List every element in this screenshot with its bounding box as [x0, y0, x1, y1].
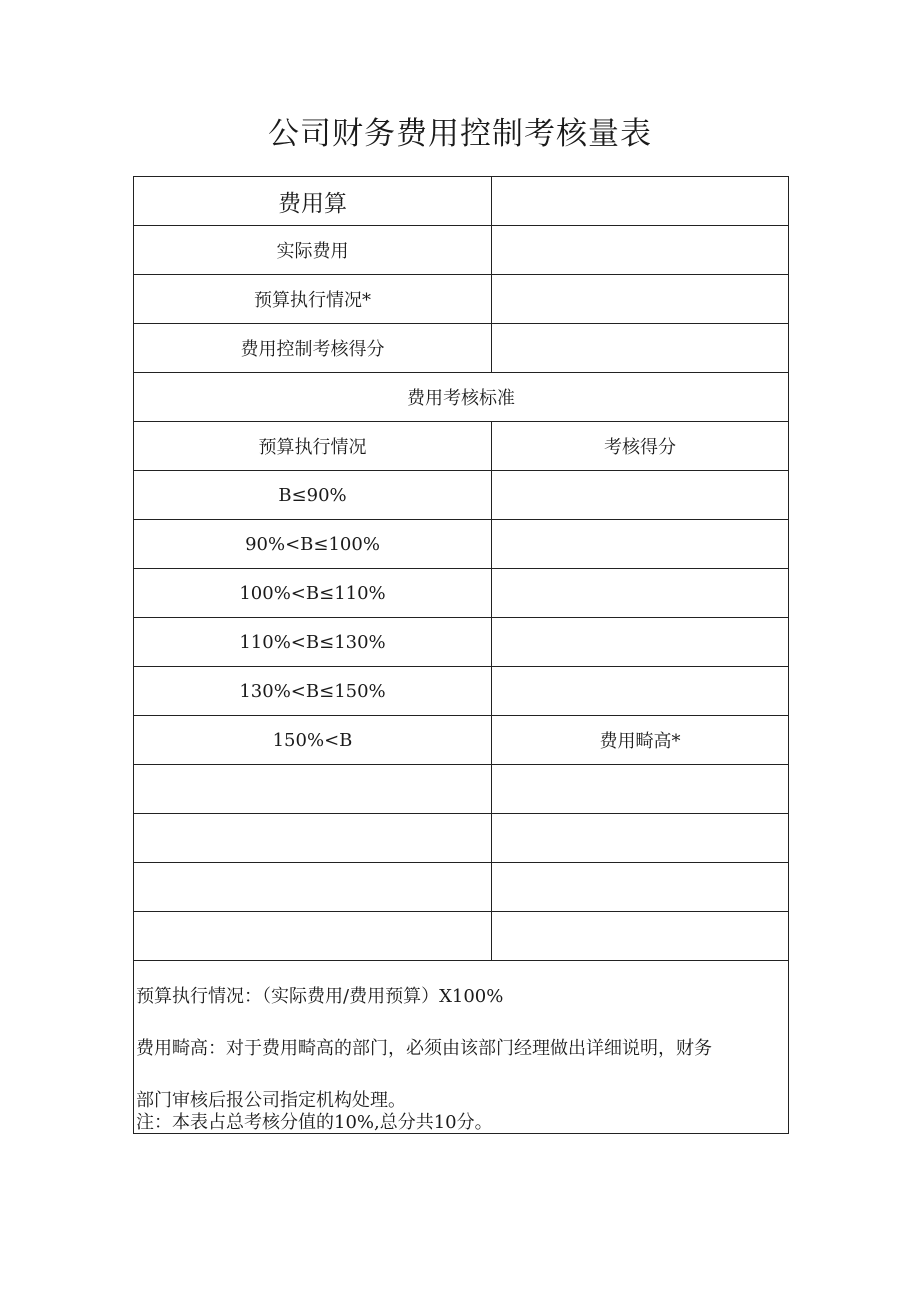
budget-label: 费用算	[134, 177, 492, 226]
empty-cell[interactable]	[134, 912, 492, 961]
footer-note: 注：本表占总考核分值的10%,总分共10分。	[136, 1112, 493, 1133]
table-row	[134, 765, 789, 814]
page-title: 公司财务费用控制考核量表	[268, 116, 652, 152]
table-row	[134, 373, 789, 422]
assessment-table	[133, 176, 789, 1134]
standard-section-title: 费用考核标准	[134, 373, 789, 422]
table-row	[134, 912, 789, 961]
empty-cell[interactable]	[134, 765, 492, 814]
score-cell[interactable]	[492, 471, 789, 520]
empty-cell[interactable]	[492, 863, 789, 912]
table-row	[134, 471, 789, 520]
empty-cell[interactable]	[492, 912, 789, 961]
column-header-execution: 预算执行情况	[134, 422, 492, 471]
empty-cell[interactable]	[492, 765, 789, 814]
score-cell: 费用畸高*	[492, 716, 789, 765]
table-row	[134, 569, 789, 618]
table-row	[134, 177, 789, 226]
control-score-label: 费用控制考核得分	[134, 324, 492, 373]
score-cell[interactable]	[492, 667, 789, 716]
budget-value[interactable]	[492, 177, 789, 226]
actual-cost-value[interactable]	[492, 226, 789, 275]
score-cell[interactable]	[492, 569, 789, 618]
high-cost-note-line1: 费用畸高：对于费用畸高的部门，必须由该部门经理做出详细说明，财务	[136, 1038, 712, 1059]
table-row	[134, 275, 789, 324]
table-row	[134, 226, 789, 275]
empty-cell[interactable]	[492, 814, 789, 863]
control-score-value[interactable]	[492, 324, 789, 373]
range-cell: B≤90%	[134, 471, 492, 520]
score-cell[interactable]	[492, 618, 789, 667]
range-cell: 130%<B≤150%	[134, 667, 492, 716]
column-header-score: 考核得分	[492, 422, 789, 471]
table-row	[134, 324, 789, 373]
table-row	[134, 716, 789, 765]
empty-cell[interactable]	[134, 863, 492, 912]
empty-cell[interactable]	[134, 814, 492, 863]
table-row	[134, 667, 789, 716]
range-cell: 150%<B	[134, 716, 492, 765]
range-cell: 110%<B≤130%	[134, 618, 492, 667]
table-row	[134, 520, 789, 569]
range-cell: 90%<B≤100%	[134, 520, 492, 569]
score-cell[interactable]	[492, 520, 789, 569]
range-cell: 100%<B≤110%	[134, 569, 492, 618]
notes-row	[134, 961, 789, 1134]
formula-note: 预算执行情况：（实际费用/费用预算）X100%	[136, 986, 504, 1007]
budget-execution-value[interactable]	[492, 275, 789, 324]
high-cost-note-line2: 部门审核后报公司指定机构处理。	[136, 1090, 406, 1111]
actual-cost-label: 实际费用	[134, 226, 492, 275]
notes-cell	[134, 961, 789, 1134]
budget-execution-label: 预算执行情况*	[134, 275, 492, 324]
table-header-row	[134, 422, 789, 471]
table-row	[134, 814, 789, 863]
table-row	[134, 863, 789, 912]
table-row	[134, 618, 789, 667]
